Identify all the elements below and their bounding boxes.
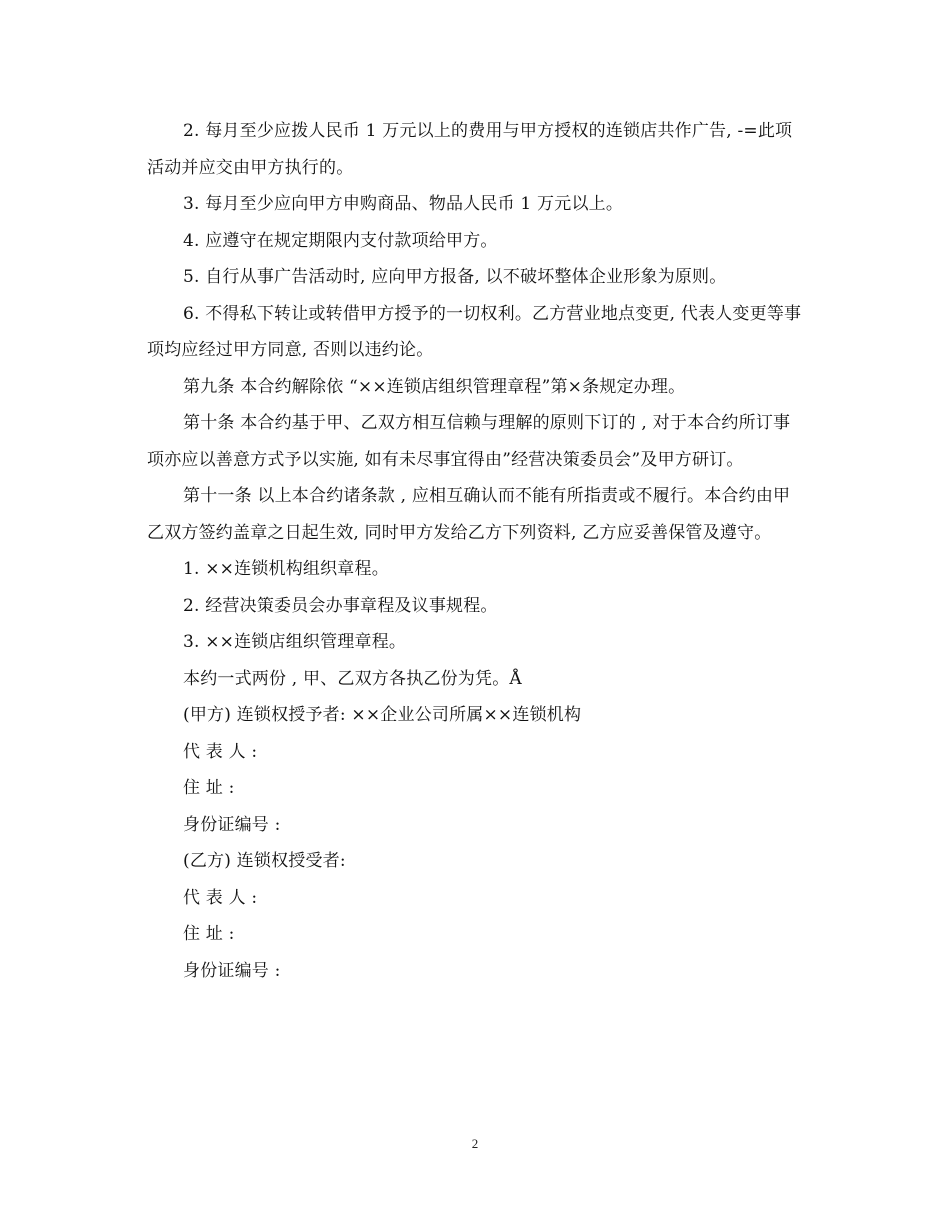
paragraph-clause-4: 4. 应遵守在规定期限内支付款项给甲方。 <box>183 230 498 251</box>
paragraph-material-2: 2. 经营决策委员会办事章程及议事规程。 <box>183 595 498 616</box>
party-b-id-number: 身份证编号 : <box>183 960 281 981</box>
paragraph-article-11: 第十一条 以上本合约诸条款 , 应相互确认而不能有所指责或不履行。本合约由甲乙双方签约盖章之日起生效, 同时甲方发给乙方下列资料, 乙方应妥善保管及遵守。 <box>147 486 791 543</box>
party-b-grantee: (乙方) 连锁权授受者: <box>183 851 346 871</box>
paragraph-material-1: 1. ××连锁机构组织章程。 <box>183 559 389 579</box>
paragraph-article-9: 第九条 本合约解除依 “××连锁店组织管理章程”第×条规定办理。 <box>183 376 686 397</box>
party-a-address: 住 址 : <box>183 778 235 798</box>
paragraph-clause-5: 5. 自行从事广告活动时, 应向甲方报备, 以不破坏整体企业形象为原则。 <box>183 267 727 287</box>
document-body <box>147 113 807 989</box>
party-a-grantor: (甲方) 连锁权授予者: ××企业公司所属××连锁机构 <box>183 705 582 725</box>
party-a-representative: 代 表 人 : <box>183 741 258 762</box>
party-b-address: 住 址 : <box>183 924 235 944</box>
party-b-representative: 代 表 人 : <box>183 887 258 908</box>
party-a-id-number: 身份证编号 : <box>183 814 281 835</box>
paragraph-clause-2: 2. 每月至少应拨人民币 1 万元以上的费用与甲方授权的连锁店共作广告, -=此项活动并应交由甲方执行的。 <box>147 121 793 178</box>
paragraph-clause-3: 3. 每月至少应向甲方申购商品、物品人民币 1 万元以上。 <box>183 194 624 214</box>
paragraph-article-10: 第十条 本合约基于甲、乙双方相互信赖与理解的原则下订的 , 对于本合约所订事项亦应以善意方式予以实施, 如有未尽事宜得由”经营决策委员会”及甲方研订。 <box>147 413 791 470</box>
paragraph-material-3: 3. ××连锁店组织管理章程。 <box>183 632 407 652</box>
paragraph-copies: 本约一式两份 , 甲、乙双方各执乙份为凭。Å <box>183 668 522 689</box>
paragraph-clause-6: 6. 不得私下转让或转借甲方授予的一切权利。乙方营业地点变更, 代表人变更等事项均应经过甲方同意, 否则以违约论。 <box>147 303 802 360</box>
page-number: 2 <box>471 1136 479 1151</box>
